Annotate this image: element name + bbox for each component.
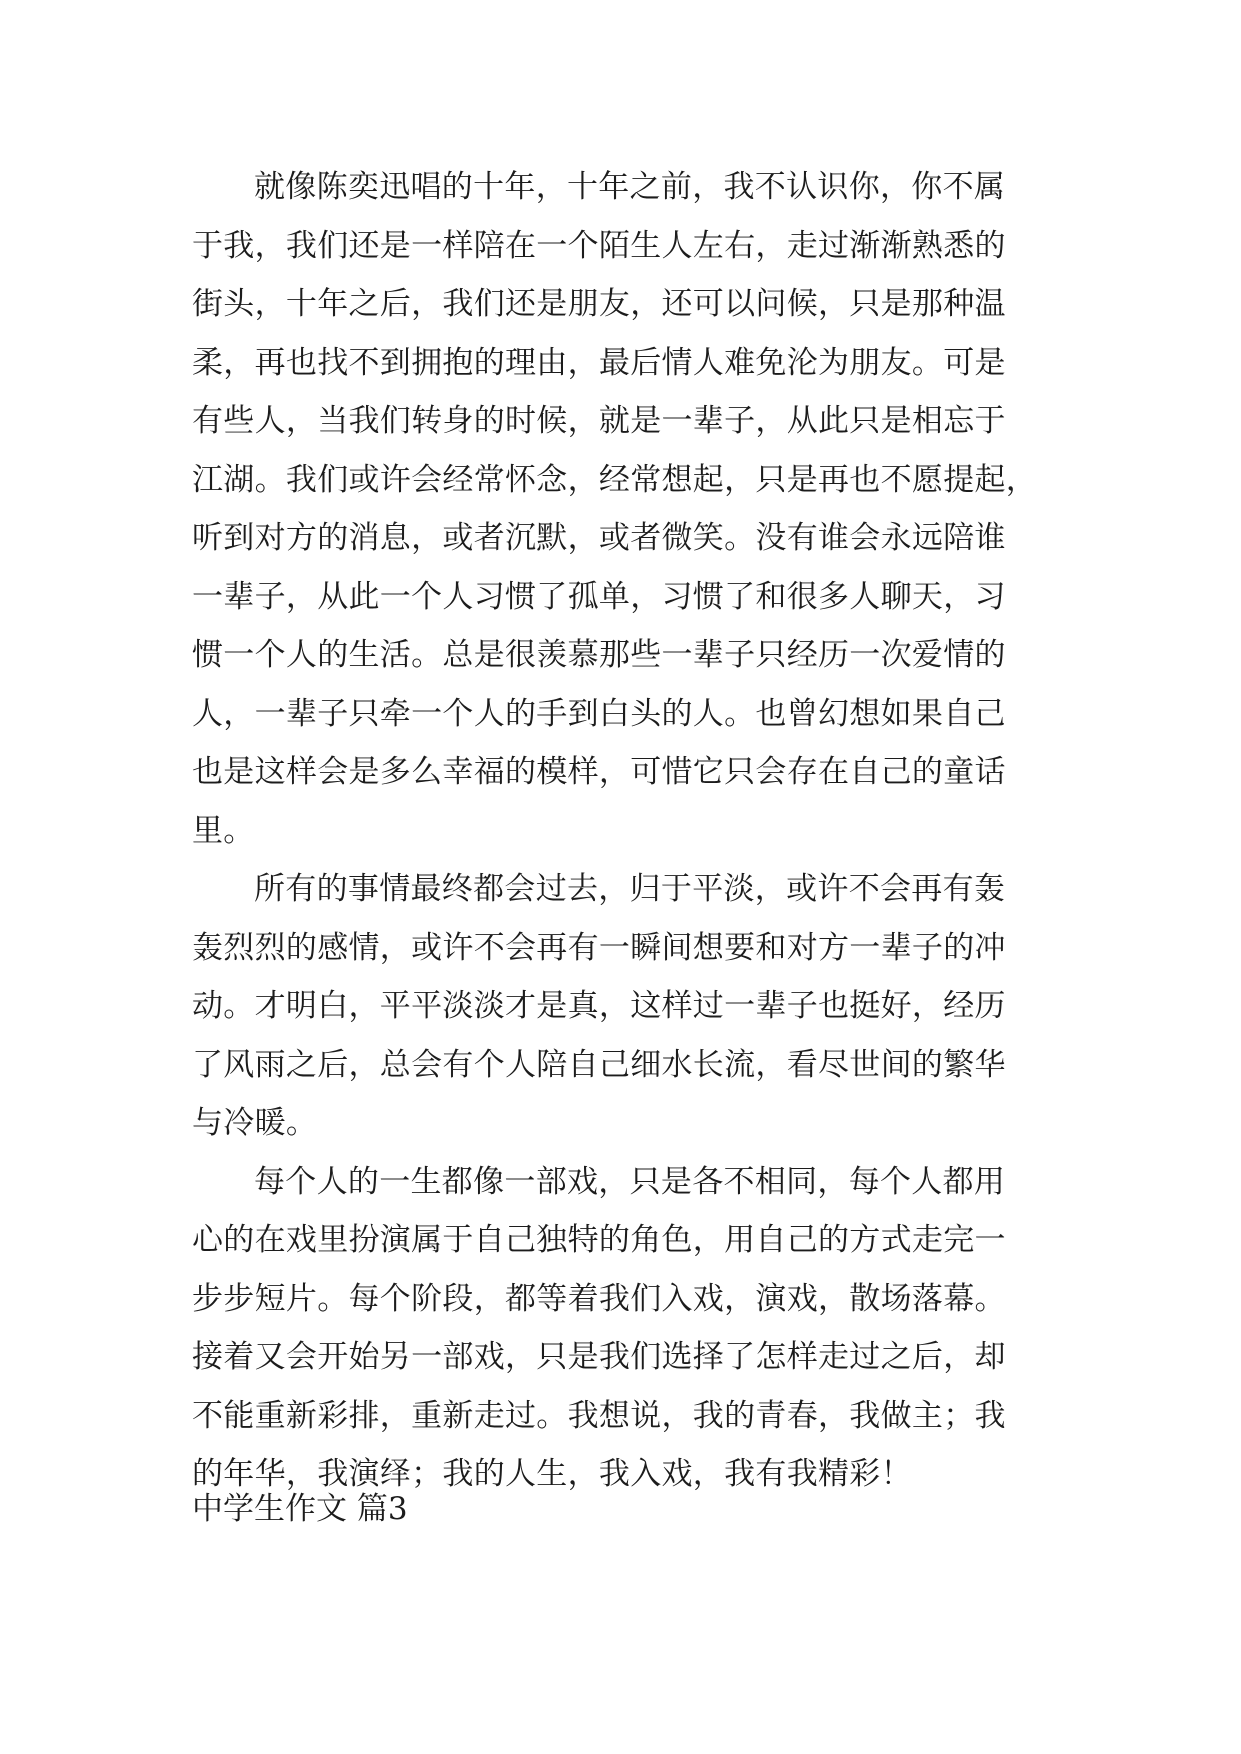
paragraph-2: [192, 860, 1052, 1153]
text-line: 就像陈奕迅唱的十年，十年之前，我不认识你，你不属: [254, 169, 1006, 205]
text-line: 街头，十年之后，我们还是朋友，还可以问候，只是那种温: [192, 286, 1006, 322]
text-line: 人，一辈子只牵一个人的手到白头的人。也曾幻想如果自己: [192, 695, 1006, 732]
article-body: [192, 158, 1052, 1504]
text-line: 柔，再也找不到拥抱的理由，最后情人难免沦为朋友。可是: [192, 344, 1006, 381]
text-line: 与冷暖。: [192, 1105, 318, 1141]
paragraph-1: [192, 158, 1052, 860]
text-line: 所有的事情最终都会过去，归于平淡，或许不会再有轰: [254, 871, 1006, 907]
text-line: 接着又会开始另一部戏，只是我们选择了怎样走过之后，却: [192, 1339, 1006, 1375]
paragraph-3: [192, 1153, 1052, 1504]
text-line: 也是这样会是多么幸福的模样，可惜它只会存在自己的童话: [192, 754, 1006, 790]
text-line: 里。: [192, 812, 255, 849]
text-line: 轰烈烈的感情，或许不会再有一瞬间想要和对方一辈子的冲: [192, 929, 1006, 966]
text-line: 步步短片。每个阶段，都等着我们入戏，演戏，散场落幕。: [192, 1280, 1006, 1317]
text-line: 一辈子，从此一个人习惯了孤单，习惯了和很多人聊天，习: [192, 578, 1006, 615]
text-line: 不能重新彩排，重新走过。我想说，我的青春，我做主；我: [192, 1397, 1006, 1434]
text-line: 每个人的一生都像一部戏，只是各不相同，每个人都用: [254, 1163, 1006, 1200]
section-heading: 中学生作文 篇3: [192, 1491, 408, 1527]
text-line: 动。才明白，平平淡淡才是真，这样过一辈子也挺好，经历: [192, 988, 1006, 1024]
text-line: 有些人，当我们转身的时候，就是一辈子，从此只是相忘于: [192, 403, 1006, 439]
text-line: 惯一个人的生活。总是很羡慕那些一辈子只经历一次爱情的: [192, 637, 1006, 673]
text-line: 了风雨之后，总会有个人陪自己细水长流，看尽世间的繁华: [192, 1046, 1006, 1083]
text-line: 江湖。我们或许会经常怀念，经常想起，只是再也不愿提起，: [192, 461, 1038, 498]
text-line: 的年华，我演绎；我的人生，我入戏，我有我精彩！: [192, 1456, 912, 1492]
text-line: 心的在戏里扮演属于自己独特的角色，用自己的方式走完一: [192, 1222, 1006, 1258]
text-line: 听到对方的消息，或者沉默，或者微笑。没有谁会永远陪谁: [192, 520, 1006, 556]
text-line: 于我，我们还是一样陪在一个陌生人左右，走过渐渐熟悉的: [192, 227, 1006, 264]
